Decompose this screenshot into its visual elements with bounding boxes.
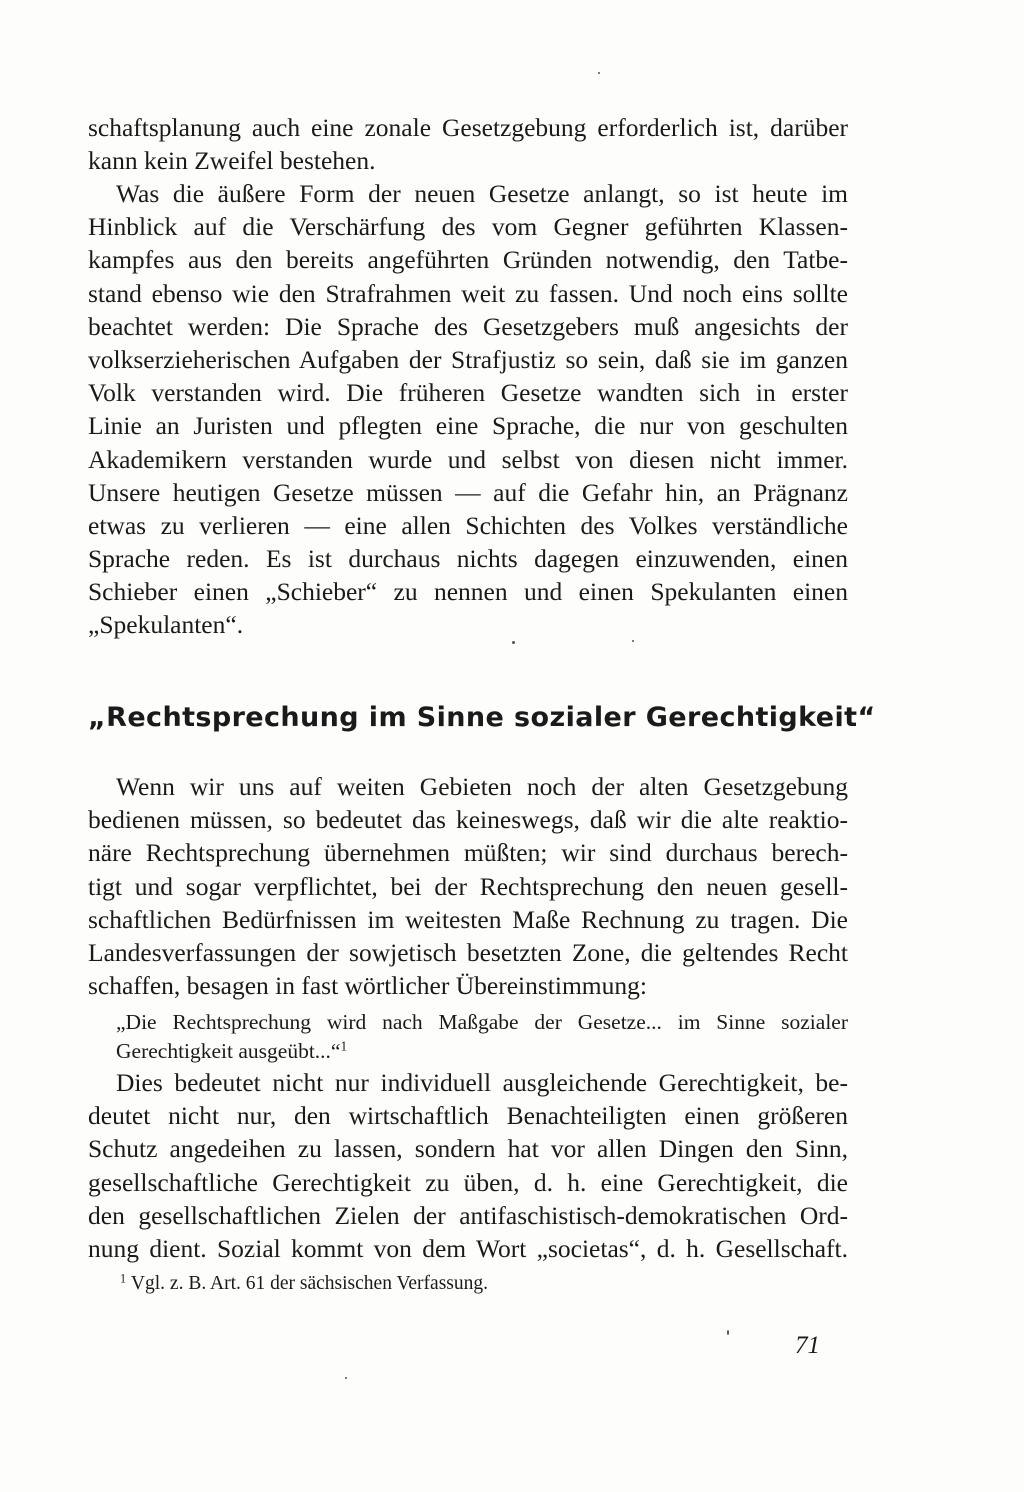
text-line: Wenn wir uns auf weiten Gebieten noch der alten Gesetzgebung (116, 772, 848, 801)
text-line: schaftlichen Bedürfnissen im weitesten Maße Rechnung zu tragen. Die (88, 904, 848, 934)
section-heading: „Rechtsprechung im Sinne sozialer Gerechtigkeit“ (88, 702, 876, 733)
quote-line (116, 1037, 848, 1066)
scan-speck (632, 640, 634, 642)
text-line: schaffen, besagen in fast wörtlicher Übereinstimmung: (88, 971, 647, 1001)
text-line: tigt und sogar verpflichtet, bei der Rechtsprechung den neuen gesell- (88, 871, 848, 901)
text-line: kampfes aus den bereits angeführten Gründen notwendig, den Tatbe- (88, 245, 848, 275)
text-line: stand ebenso wie den Strafrahmen weit zu fassen. Und noch eins sollte (88, 278, 848, 308)
text-line: Was die äußere Form der neuen Gesetze anlangt, so ist heute im (116, 179, 848, 208)
text-line: Hinblick auf die Verschärfung des vom Gegner geführten Klassen- (88, 212, 848, 242)
scan-speck (598, 72, 600, 74)
text-line: Schieber einen „Schieber“ zu nennen und einen Spekulanten einen (88, 577, 848, 607)
footnote-text: Vgl. z. B. Art. 61 der sächsischen Verfassung. (130, 1273, 488, 1294)
text-line: bedienen müssen, so bedeutet das keineswegs, daß wir die alte reaktio- (88, 805, 848, 835)
quote-text: Gerechtigkeit ausgeübt...“ (116, 1039, 341, 1063)
scan-speck (727, 1330, 729, 1335)
scan-speck (512, 641, 515, 644)
page-number: 71 (795, 1332, 820, 1359)
text-line: Linie an Juristen und pflegten eine Sprache, die nur von geschulten (88, 411, 848, 441)
block-quote (116, 1008, 848, 1066)
text-line: kann kein Zweifel bestehen. (88, 146, 376, 176)
text-line: deutet nicht nur, den wirtschaftlich Benachteiligten einen größeren (88, 1101, 848, 1131)
footnote-mark: 1 (120, 1271, 127, 1286)
paragraph-law-language (88, 177, 848, 642)
text-line: schaftsplanung auch eine zonale Gesetzgebung erforderlich ist, darüber (88, 113, 848, 142)
text-line: nung dient. Sozial kommt von dem Wort „societas“, d. h. Gesellschaft. (88, 1233, 848, 1263)
footnote (120, 1273, 488, 1295)
text-line: Dies bedeutet nicht nur individuell ausgleichende Gerechtigkeit, be- (116, 1068, 848, 1097)
text-line: beachtet werden: Die Sprache des Gesetzgebers muß angesichts der (88, 311, 848, 341)
text-line: gesellschaftliche Gerechtigkeit zu üben, d. h. eine Gerechtigkeit, die (88, 1167, 848, 1197)
quote-line: „Die Rechtsprechung wird nach Maßgabe der Gesetze... im Sinne sozialer (116, 1010, 848, 1034)
text-line: „Spekulanten“. (88, 610, 244, 640)
text-line: volkserzieherischen Aufgaben der Strafjustiz so sein, daß sie im ganzen (88, 344, 848, 374)
text-line: Landesverfassungen der sowjetisch besetzten Zone, die geltendes Recht (88, 937, 848, 967)
paragraph-social-justice (88, 1066, 848, 1265)
text-line: Unsere heutigen Gesetze müssen — auf die Gefahr hin, an Prägnanz (88, 477, 848, 507)
text-line: näre Rechtsprechung übernehmen müßten; wir sind durchaus berech- (88, 838, 848, 868)
footnote-reference[interactable]: 1 (340, 1038, 348, 1054)
text-line: Akademikern verstanden wurde und selbst von diesen nicht immer. (88, 444, 848, 474)
paragraph-jurisdiction (88, 770, 848, 1002)
text-line: den gesellschaftlichen Zielen der antifaschistisch-demokratischen Ord- (88, 1200, 848, 1230)
text-line: Schutz angedeihen zu lassen, sondern hat vor allen Dingen den Sinn, (88, 1134, 848, 1164)
text-line: Sprache reden. Es ist durchaus nichts dagegen einzuwenden, einen (88, 544, 848, 574)
text-line: etwas zu verlieren — eine allen Schichten des Volkes verständliche (88, 510, 848, 540)
scan-speck (345, 1377, 347, 1379)
text-line: Volk verstanden wird. Die früheren Gesetze wandten sich in erster (88, 378, 848, 408)
paragraph-continuation (88, 111, 848, 177)
